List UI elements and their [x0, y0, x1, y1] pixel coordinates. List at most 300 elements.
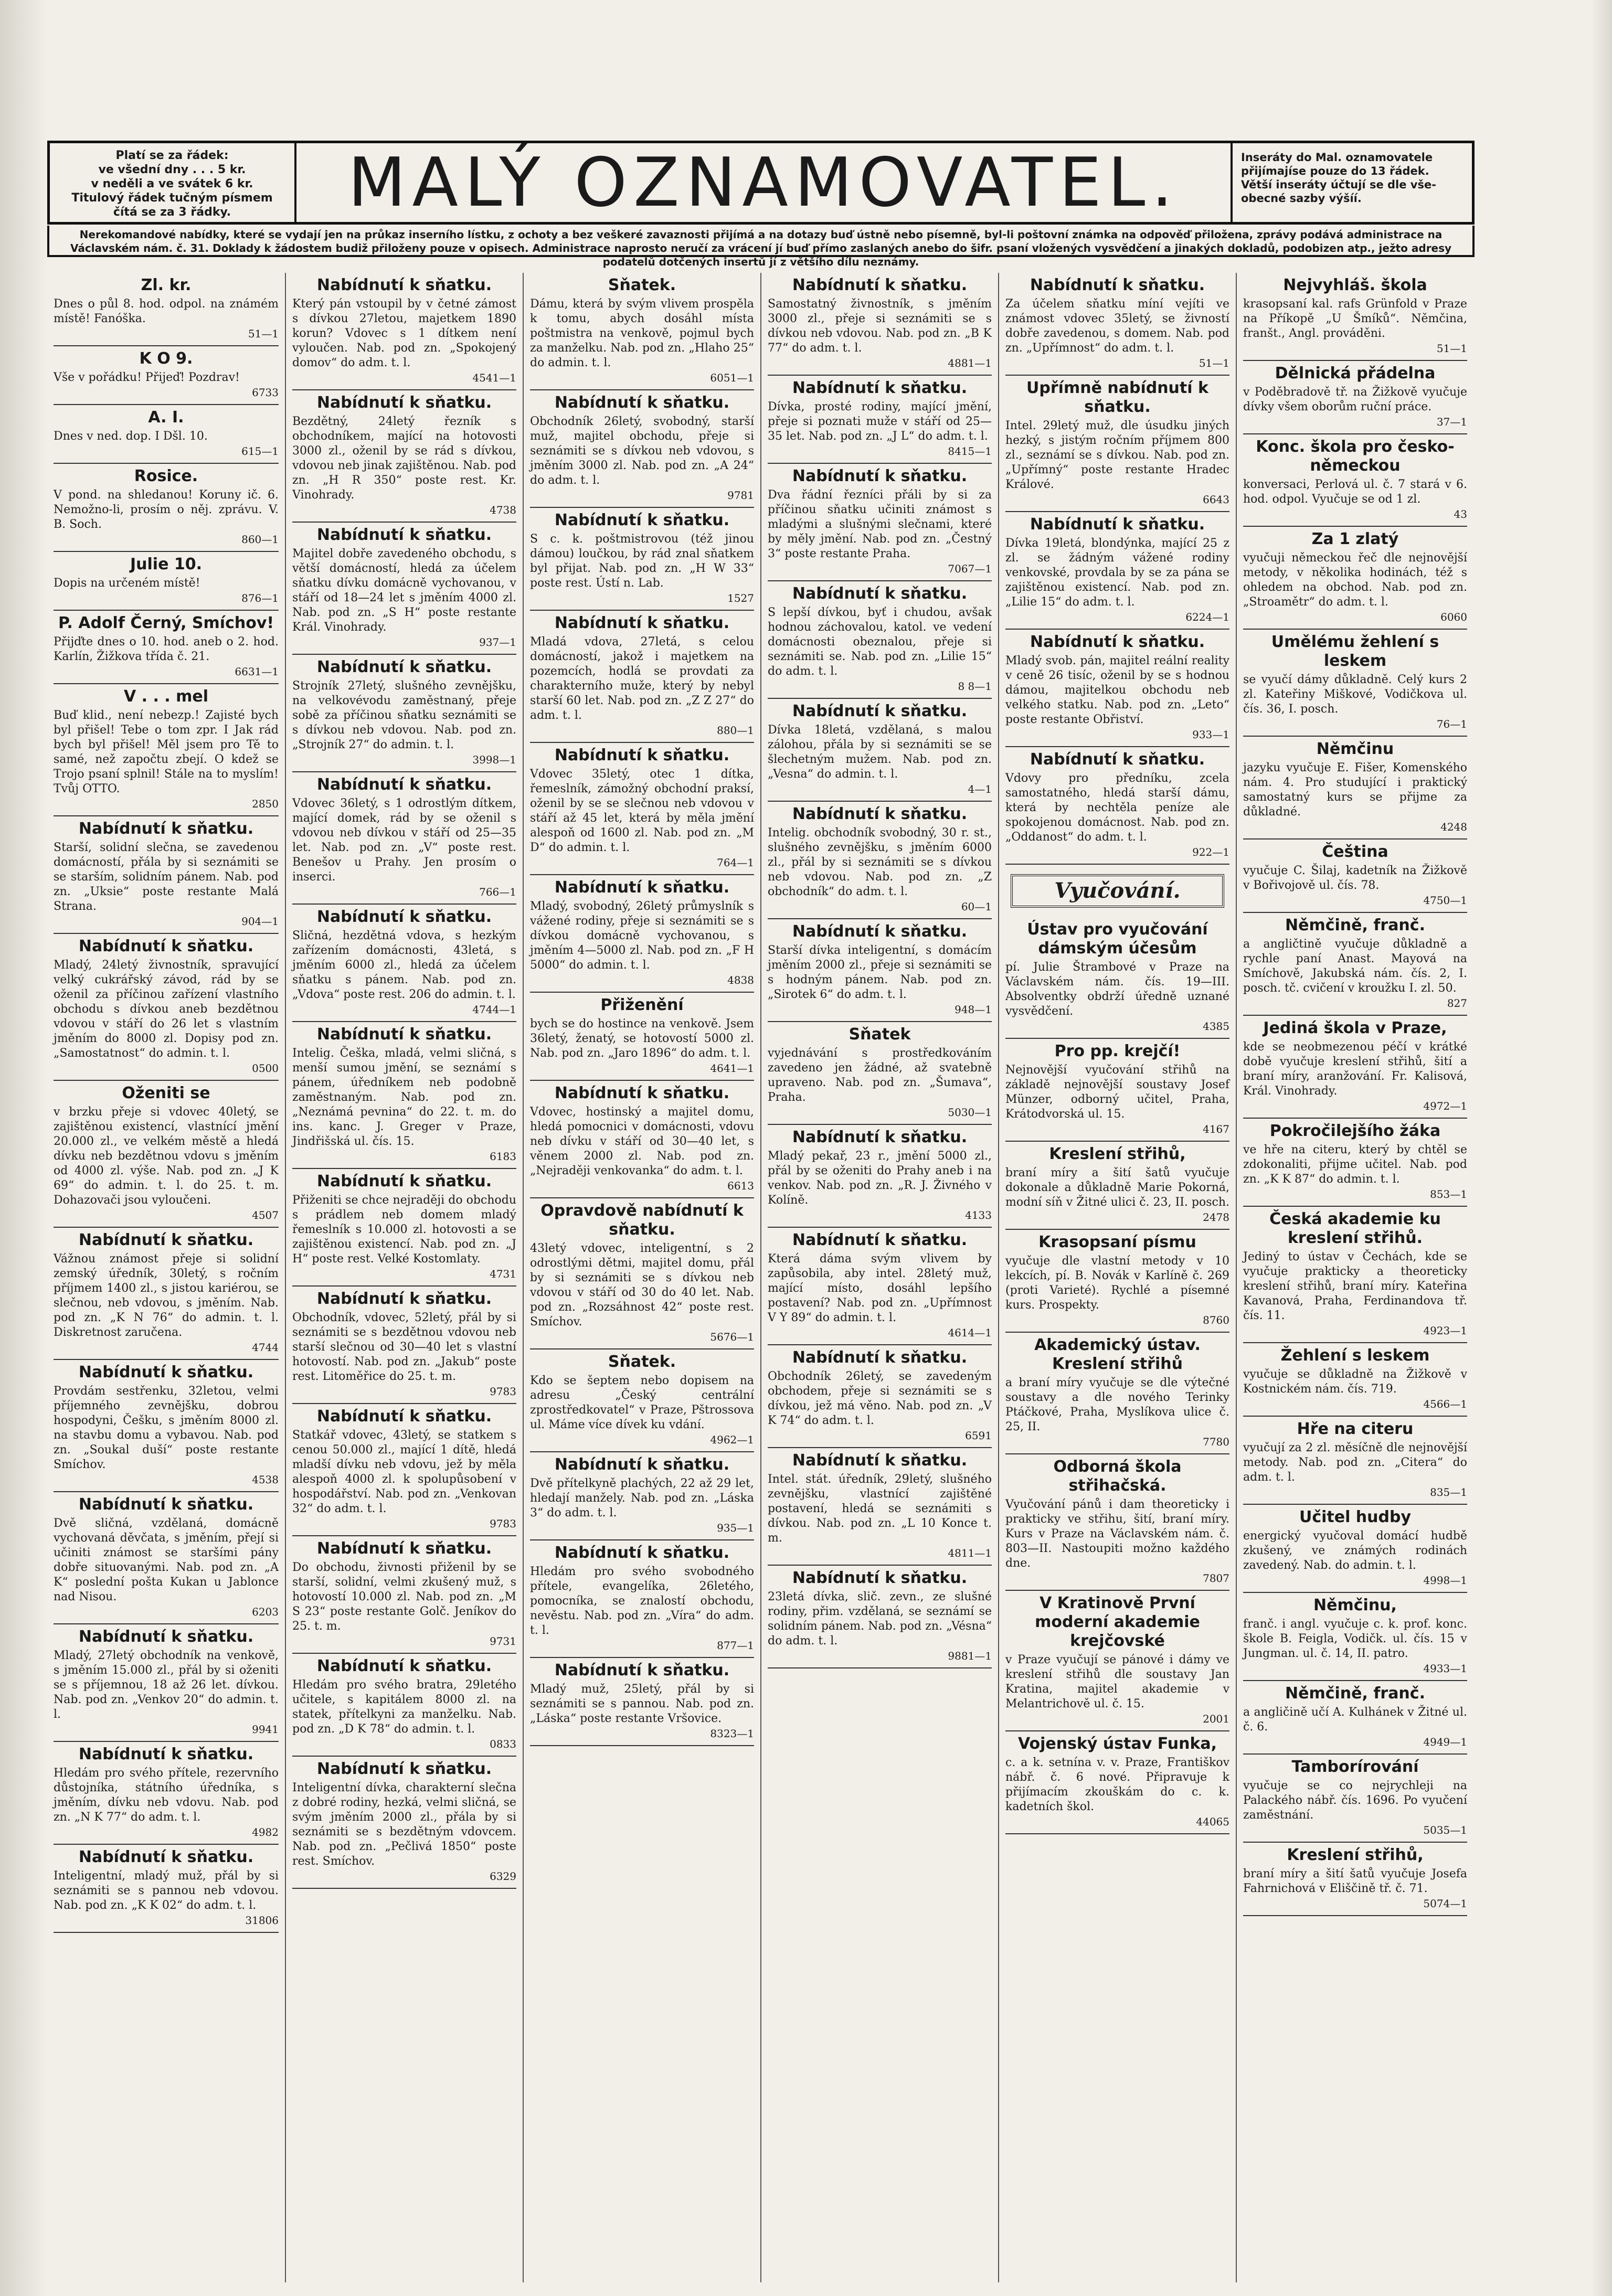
- ad-reference-number: 1527: [727, 592, 754, 604]
- ad-heading: Za 1 zlatý: [1311, 530, 1399, 548]
- ad-heading: Krasopsaní písmu: [1038, 1233, 1196, 1251]
- ad-text: braní míry a šití šatů vyučuje dokonale a důkladně Marie Pokorná, modní síň v Žitné ulici č. 23, II. posch.: [1005, 1166, 1229, 1209]
- ad-text: vyučuje C. Šilaj, kadetník na Žižkově v Bořivojově ul. čís. 78.: [1243, 864, 1467, 892]
- ad-heading: Nabídnutí k sňatku.: [792, 1128, 968, 1146]
- ad-reference-number: 4838: [727, 974, 754, 986]
- ad-heading: Čeština: [1322, 843, 1388, 861]
- classified-ad: [1243, 434, 1467, 527]
- ad-text: Dvě sličná, vzdělaná, domácně vychovaná děvčata, s jměním, přejí si učiniti známost se staršími pány dobře situovanými. Nab. pod zn. „A K“ poslední pošta Kukan u Jablonce nad Nisou.: [54, 1517, 279, 1603]
- ad-heading: Tamborírování: [1291, 1758, 1419, 1776]
- ad-text: Vyučování pánů i dam theoreticky i prakticky ve střihu, šití, braní míry. Kurs v Praze na Václavském nám. č. 803—II. Nastoupiti možno každého dne.: [1005, 1498, 1229, 1570]
- ad-reference-number: 4998—1: [1423, 1574, 1467, 1587]
- classified-ad: [292, 655, 516, 772]
- ad-text: ve hře na citeru, který by chtěl se zdokonaliti, přijme učitel. Nab. pod zn. „K K 87“ do admin. t. l.: [1243, 1143, 1467, 1186]
- ad-reference-number: 4—1: [968, 783, 992, 795]
- ad-heading: Nabídnutí k sňatku.: [554, 511, 730, 529]
- ad-text: Obchodník, vdovec, 52letý, přál by si seznámiti se s bezdětnou vdovou neb starší slečnou od 30—40 let s vlastní hotovostí. Nab. pod zn. „Jakub“ poste rest. Litoměřice do 25. t. m.: [292, 1311, 516, 1383]
- ad-heading: Nabídnutí k sňatku.: [78, 937, 254, 955]
- ad-text: vyučuji německou řeč dle nejnovější metody, v několika hodinách, též s ohledem na obchod. Nab. pod zn. „Stroamětr“ do adm. t. l.: [1243, 551, 1467, 609]
- ad-heading: Nabídnutí k sňatku.: [316, 1657, 492, 1675]
- classified-ad: [54, 934, 279, 1081]
- classified-ad: [54, 552, 279, 611]
- ad-heading: Žehlení s leskem: [1280, 1346, 1430, 1365]
- classified-ad: [292, 1404, 516, 1536]
- classified-ad: [1005, 1230, 1229, 1333]
- ad-heading: Nabídnutí k sňatku.: [1030, 633, 1205, 651]
- classified-ad: [292, 772, 516, 905]
- ad-heading: Nabídnutí k sňatku.: [792, 1231, 968, 1249]
- ad-reference-number: 766—1: [479, 886, 516, 898]
- classified-ad: [1243, 1343, 1467, 1417]
- classified-ad: [54, 273, 279, 346]
- ad-text: vyučuje se co nejrychleji na Palackého nábř. čís. 1696. Po vyučení zaměstnání.: [1243, 1779, 1467, 1822]
- ad-heading: Julie 10.: [130, 555, 203, 573]
- ad-heading: Zl. kr.: [141, 276, 192, 294]
- ad-reference-number: 9881—1: [948, 1650, 992, 1662]
- ad-text: Intelig. obchodník svobodný, 30 r. st., slušného zevnějšku, s jměním 6000 zl., přál by si seznámiti se s dívkou neb vdovou. Nab. pod zn. „Z obchodník“ do adm. t. l.: [768, 826, 992, 898]
- classified-ad: [292, 1169, 516, 1287]
- ad-reference-number: 4248: [1440, 821, 1467, 833]
- rules-line: Větší inseráty účtují se dle vše-: [1241, 178, 1436, 191]
- classified-columns: [47, 273, 1475, 2282]
- ad-reference-number: 877—1: [717, 1639, 754, 1652]
- ad-heading: Sňatek.: [608, 276, 676, 294]
- ad-text: Přiženiti se chce nejraději do obchodu s prádlem neb domem mladý řemeslník s 10.000 zl. hotovosti a se zajištěnou existencí. Nab. pod zn. „J H“ poste rest. Velké Kostomlaty.: [292, 1194, 516, 1266]
- ad-text: vyučuje se důkladně na Žižkově v Kostnickém nám. čís. 719.: [1243, 1368, 1467, 1396]
- ad-heading: Nabídnutí k sňatku.: [554, 394, 730, 412]
- ad-text: Samostatný živnostník, s jměním 3000 zl., přeje si seznámiti se s dívkou neb vdovou. Nab. pod zn. „B K 77“ do adm. t. l.: [768, 297, 992, 355]
- classified-ad: [1005, 1142, 1229, 1230]
- classified-ad: [768, 802, 992, 919]
- column: [285, 273, 523, 2282]
- ad-reference-number: 4744: [252, 1341, 279, 1354]
- ad-text: vyjednávání s prostředkováním zavedeno jen žádné, až svatebně upraveno. Nab. pod zn. „Šumava“, Praha.: [768, 1047, 992, 1104]
- ad-text: Přijďte dnes o 10. hod. aneb o 2. hod. Karlín, Žižkova třída č. 21.: [54, 635, 279, 663]
- ad-text: v Praze vyučují se pánové i dámy ve kreslení střihů dle soustavy Jan Kratina, majitel akademie v Melantrichově ul. č. 15.: [1005, 1653, 1229, 1710]
- classified-ad: [1005, 1454, 1229, 1591]
- ad-text: Hledám pro svého svobodného přítele, evangelíka, 26letého, pomocníka, se znalostí obchodu, nevěstu. Nab. pod zn. „Víra“ do adm. t. l.: [530, 1565, 754, 1637]
- ad-reference-number: 615—1: [241, 445, 279, 458]
- ad-reference-number: 51—1: [1436, 342, 1467, 355]
- classified-ad: [768, 699, 992, 802]
- ad-heading: Nejvyhláš. škola: [1283, 276, 1427, 294]
- ad-heading: Němčině, franč.: [1285, 916, 1425, 934]
- ad-text: Mladý pekař, 23 r., jmění 5000 zl., přál by se oženiti do Prahy aneb i na venkov. Nab. pod zn. „R. J. Živného v Kolíně.: [768, 1150, 992, 1207]
- ad-heading: Nabídnutí k sňatku.: [78, 1745, 254, 1763]
- ad-heading: Přiženění: [600, 996, 684, 1014]
- ad-heading: Nabídnutí k sňatku.: [316, 1407, 492, 1426]
- page-binding-edge: [0, 0, 47, 2296]
- classified-ad: [54, 464, 279, 552]
- ad-text: Inteligentní, mladý muž, přál by si seznámiti se s pannou neb vdovou. Nab. pod zn. „K K 02“ do adm. t. l.: [54, 1869, 279, 1912]
- ad-reference-number: 4133: [965, 1209, 992, 1221]
- ad-text: Dopis na určeném místě!: [54, 577, 200, 590]
- ad-text: Bezdětný, 24letý řezník s obchodníkem, mající na hotovosti 3000 zl., oženil by se rád s dívkou, vdovou neb jinak zajištěnou. Nab. pod zn. „H R 350“ poste rest. Kr. Vinohrady.: [292, 415, 516, 502]
- ad-reference-number: 4541—1: [472, 371, 516, 384]
- rules-line: Inseráty do Mal. oznamovatele: [1241, 151, 1433, 164]
- ad-reference-number: 8415—1: [948, 445, 992, 458]
- ad-text: Která dáma svým vlivem by zapůsobila, aby intel. 28letý muž, mající místo, dosáhl lepšího postavení? Nab. pod zn. „Upřímnost V Y 89“ do admin. t. l.: [768, 1252, 992, 1324]
- ad-text: Nejnovější vyučování střihů na základě nejnovější soustavy Josef Münzer, odborný učitel, Praha, Krátodvorská ul. 15.: [1005, 1064, 1229, 1121]
- ad-heading: Nabídnutí k sňatku.: [1030, 515, 1205, 534]
- classified-ad: [292, 1022, 516, 1169]
- ad-heading: Učitel hudby: [1299, 1508, 1412, 1526]
- pricing-line: Platí se za řádek:: [115, 149, 229, 162]
- column: [1236, 273, 1473, 2282]
- ad-heading: Nabídnutí k sňatku.: [78, 1495, 254, 1514]
- ad-heading: Nabídnutí k sňatku.: [554, 1544, 730, 1562]
- ad-heading: Nabídnutí k sňatku.: [78, 1628, 254, 1646]
- pricing-line: v neděli a ve svátek 6 kr.: [91, 177, 253, 190]
- ad-reference-number: 4167: [1203, 1123, 1229, 1135]
- classified-ad: [1005, 1333, 1229, 1454]
- classified-ad: [292, 905, 516, 1022]
- ad-text: Dnes o půl 8. hod. odpol. na známém místě! Fanóška.: [54, 297, 279, 325]
- ad-reference-number: 4731: [490, 1268, 516, 1280]
- ad-text: Inteligentní dívka, charakterní slečna z dobré rodiny, hezká, velmi sličná, se svým jměním 2000 zl., přála by si seznámiti se s bezdětným vdovcem. Nab. pod zn. „Pečlivá 1850“ poste rest. Smíchov.: [292, 1781, 516, 1868]
- ad-text: S lepší dívkou, byť i chudou, avšak hodnou záchovalou, katol. ve vedení domácnosti obeznalou, přeje si seznámiti se. Nab. pod zn. „Lilie 15“ do adm. t. l.: [768, 606, 992, 678]
- ad-text: Za účelem sňatku míní vejíti ve známost vdovec 35letý, se živností dobře zavedenou, s domem. Nab. pod zn. „Upřímnost“ do adm. t. l.: [1005, 297, 1229, 355]
- classified-ad: [1243, 1016, 1467, 1119]
- ad-text: krasopsaní kal. rafs Grünfold v Praze na Příkopě „U Šmíků“. Němčina, franšt., Angl. prováděni.: [1243, 297, 1467, 340]
- ad-text: Vše v pořádku! Přijeď! Pozdrav!: [54, 371, 240, 384]
- ad-text: Vdovec 35letý, otec 1 dítka, řemeslník, zámožný obchodní praksí, oženil by se se slečnou neb vdovou v stáří až 45 let, která by měla jmění alespoň od 1600 zl. Nab. pod zn. „M D“ do admin. t. l.: [530, 768, 754, 854]
- ad-text: Dámu, která by svým vlivem prospěla k tomu, abych dosáhl místa poštmistra na venkově, pojmul bych za manželku. Nab. pod zn. „Hlaho 25“ do admin. t. l.: [530, 297, 754, 369]
- ad-heading: V . . . mel: [123, 687, 209, 706]
- ad-reference-number: 51—1: [1199, 357, 1229, 369]
- ad-text: v brzku přeje si vdovec 40letý, se zajištěnou existencí, vlastnící jmění 20.000 zl., ve velkém městě a hledá dívku neb bezdětnou vdovu s jměním od 4000 zl. výše. Nab. pod zn. „J K 69“ do admin. t. l. do 25. t. m. Dohazovači jsou vyloučeni.: [54, 1106, 279, 1207]
- column: [760, 273, 998, 2282]
- ad-heading: Nabídnutí k sňatku.: [554, 614, 730, 632]
- ad-heading: V Kratinově První moderní akademie krejčovské: [1035, 1594, 1200, 1650]
- ad-reference-number: 948—1: [955, 1003, 992, 1016]
- ad-heading: Nabídnutí k sňatku.: [1030, 276, 1205, 294]
- classified-ad: [54, 1845, 279, 1933]
- ad-text: Obchodník 26letý, se zavedeným obchodem, přeje si seznámiti se s dívkou, jež má věno. Nab. pod zn. „V K 74“ do adm. t. l.: [768, 1370, 992, 1427]
- ad-heading: Rosice.: [134, 467, 198, 485]
- ad-reference-number: 76—1: [1436, 718, 1467, 730]
- ad-text: vyučuje dle vlastní metody v 10 lekcích, pí. B. Novák v Karlíně č. 269 (proti Varieté). Rychlé a písemné kurs. Prospekty.: [1005, 1255, 1229, 1312]
- ad-reference-number: 860—1: [241, 533, 279, 546]
- ad-text: Jediný to ústav v Čechách, kde se vyučuje prakticky a theoreticky kreslení střihů, braní míry. Kateřina Kavanová, Praha, Ferdinandova tř. čís. 11.: [1243, 1250, 1467, 1322]
- ad-heading: Konc. škola pro česko-německou: [1256, 438, 1455, 475]
- ad-text: franč. i angl. vyučuje c. k. prof. konc. škole B. Feigla, Vodičk. ul. čís. 15 v Jungman. ul. č. 14, II. patro.: [1243, 1618, 1467, 1660]
- ad-heading: Nabídnutí k sňatku.: [316, 1760, 492, 1778]
- ad-text: Starší, solidní slečna, se zavedenou domácností, přála by si seznámiti se se starším, solidním pánem. Nab. pod zn. „Uksie“ poste restante Malá Strana.: [54, 841, 279, 913]
- classified-ad: [1243, 1843, 1467, 1916]
- ad-text: Do obchodu, živnosti přiženil by se starší, solidní, velmi zkušený muž, s hotovostí 10.000 zl. Nab. pod zn. „M S 23“ poste restante Golč. Jeníkov do 25. t. m.: [292, 1561, 516, 1633]
- classified-ad: [54, 1360, 279, 1492]
- ad-heading: Opravdově nabídnutí k sňatku.: [540, 1202, 744, 1239]
- classified-ad: [292, 1536, 516, 1654]
- ad-heading: Nabídnutí k sňatku.: [792, 1348, 968, 1367]
- ad-text: Dvě přítelkyně plachých, 22 až 29 let, hledají manžely. Nab. pod zn. „Láska 3“ do adm. t. l.: [530, 1477, 754, 1519]
- classified-ad: [768, 581, 992, 699]
- ad-heading: Nabídnutí k sňatku.: [792, 702, 968, 720]
- classified-ad: [292, 390, 516, 523]
- ad-reference-number: 880—1: [717, 724, 754, 737]
- classified-ad: [292, 1757, 516, 1889]
- ad-text: c. a k. setnína v. v. Praze, Františkov nábř. č. 6 nové. Připravuje k přijímacím zkouškám do c. k. kadetních škol.: [1005, 1756, 1229, 1813]
- column: [998, 273, 1236, 2282]
- classified-ad: [54, 1228, 279, 1360]
- ad-text: bych se do hostince na venkově. Jsem 36letý, ženatý, se hotovostí 5000 zl. Nab. pod zn. „Jaro 1896“ do adm. t. l.: [530, 1017, 754, 1060]
- ad-reference-number: 2850: [252, 798, 279, 810]
- classified-ad: [768, 1566, 992, 1668]
- ad-reference-number: 2001: [1203, 1713, 1229, 1725]
- ad-heading: Hře na citeru: [1297, 1420, 1414, 1438]
- ad-text: Intel. 29letý muž, dle úsudku jiných hezký, s jistým ročním příjmem 800 zl., seznámí se s dívkou. Nab. pod zn. „Upřímný“ poste restante Hradec Králové.: [1005, 419, 1229, 491]
- ad-reference-number: 6329: [490, 1870, 516, 1883]
- ad-text: konversaci, Perlová ul. č. 7 stará v 6. hod. odpol. Vyučuje se od 1 zl.: [1243, 478, 1467, 506]
- ad-text: Dívka 18letá, vzdělaná, s malou zálohou, přála by si seznámiti se se šlechetným mužem. Nab. pod zn. „Vesna“ do admin. t. l.: [768, 724, 992, 781]
- ad-heading: Sňatek.: [608, 1353, 676, 1371]
- ad-heading: A. I.: [148, 408, 184, 427]
- ad-text: Obchodník 26letý, svobodný, starší muž, majitel obchodu, přeje si seznámiti se s dívkou neb vdovou, s jměním 3000 zl. Nab. pod zn. „A 24“ do adm. t. l.: [530, 415, 754, 487]
- classified-ad: [1005, 917, 1229, 1039]
- ad-text: Vdovec, hostinský a majitel domu, hledá pomocnici v domácnosti, vdovu neb dívku v stáří od 30—40 let, s věnem 2000 zl. Nab. pod zn. „Nejraději venkovanka“ do adm. t. l.: [530, 1106, 754, 1177]
- ad-text: Mladý, 24letý živnostník, spravující velký cukrářský závod, rád by se oženil za příčinou zařízení vlastního obchodu s dívkou aneb bezdětnou vdovou v stáří do 26 let s vlastním jměním do 8000 zl. Dopisy pod zn. „Samostatnost“ do admin. t. l.: [54, 959, 279, 1060]
- ad-reference-number: 4972—1: [1423, 1100, 1467, 1112]
- ad-reference-number: 827: [1447, 997, 1467, 1009]
- classified-ad: [768, 1228, 992, 1345]
- ad-reference-number: 4933—1: [1423, 1662, 1467, 1675]
- ad-reference-number: 2478: [1203, 1211, 1229, 1224]
- ad-reference-number: 6733: [252, 386, 279, 399]
- ad-reference-number: 4538: [252, 1473, 279, 1486]
- ad-reference-number: 4566—1: [1423, 1398, 1467, 1410]
- classified-ad: [768, 1345, 992, 1448]
- ad-text: energický vyučoval domácí hudbě zkušený, ve známých rodinách zavedený. Nab. do admin. t. l.: [1243, 1529, 1467, 1572]
- ad-text: v Poděbradově tř. na Žižkově vyučuje dívky všem oborům ruční práce.: [1243, 386, 1467, 413]
- ad-reference-number: 764—1: [717, 856, 754, 869]
- ad-text: Kdo se šeptem nebo dopisem na adresu „Český centrální zprostředkovatel“ v Praze, Pštrossova ul. Máme více dívek ku vdání.: [530, 1374, 754, 1431]
- ad-heading: Kreslení střihů,: [1287, 1846, 1424, 1864]
- ad-heading: Nabídnutí k sňatku.: [316, 526, 492, 544]
- ad-reference-number: 4738: [490, 504, 516, 516]
- classified-ad: [54, 816, 279, 934]
- classified-ad: [1243, 839, 1467, 913]
- ad-heading: Pro pp. krejčí!: [1054, 1042, 1181, 1060]
- ad-heading: Ústav pro vyučování dámským účesům: [1027, 920, 1208, 958]
- ad-heading: Nabídnutí k sňatku.: [316, 1025, 492, 1044]
- ad-reference-number: 4962—1: [710, 1433, 754, 1446]
- ad-heading: Nabídnutí k sňatku.: [316, 394, 492, 412]
- classified-ad: [1243, 1755, 1467, 1843]
- section-heading-box: Vyučování.: [1011, 874, 1224, 908]
- classified-ad: [1243, 1207, 1467, 1343]
- ad-reference-number: 8760: [1203, 1314, 1229, 1326]
- ad-reference-number: 6203: [252, 1606, 279, 1618]
- ad-heading: P. Adolf Černý, Smíchov!: [58, 614, 274, 632]
- classified-ad: [1243, 737, 1467, 839]
- classified-ad: [1243, 1681, 1467, 1755]
- ad-reference-number: 6591: [965, 1429, 992, 1442]
- ad-reference-number: 37—1: [1436, 416, 1467, 428]
- ad-text: jazyku vyučuje E. Fišer, Komenského nám. 4. Pro studující i praktický samostatný kurs se přijme za důkladné.: [1243, 761, 1467, 819]
- ad-reference-number: 853—1: [1430, 1188, 1467, 1200]
- ad-reference-number: 922—1: [1192, 846, 1229, 858]
- ad-heading: Nabídnutí k sňatku.: [78, 1363, 254, 1381]
- pricing-line: čítá se za 3 řádky.: [113, 206, 231, 219]
- ad-heading: Pokročilejšího žáka: [1269, 1122, 1441, 1140]
- ad-text: Mladý, svobodný, 26letý průmyslník s vážené rodiny, přeje si seznámiti se s dívkou domácně vychovanou, s jměním 4—5000 zl. Nab. pod zn. „F H 5000“ do admin. t. l.: [530, 900, 754, 972]
- classified-ad: [768, 1125, 992, 1228]
- classified-ad: [292, 273, 516, 390]
- ad-reference-number: 0500: [252, 1062, 279, 1075]
- ad-reference-number: 5035—1: [1423, 1824, 1467, 1836]
- classified-ad: [530, 875, 754, 993]
- ad-reference-number: 5030—1: [948, 1106, 992, 1119]
- classified-ad: [54, 405, 279, 464]
- classified-ad: [768, 1022, 992, 1125]
- classified-ad: [292, 523, 516, 655]
- ad-text: Buď klid., není nebezp.! Zajisté bych byl přišel! Tebe o tom zpr. I Jak rád bych byl přišel! Měl jsem pro Tě to samé, než započtu zbejí. O kdež se Trojo psaní splnil! Stále na to myslím! Tvůj OTTO.: [54, 709, 279, 795]
- classified-ad: [768, 376, 992, 464]
- classified-ad: [530, 508, 754, 611]
- ad-text: Vážnou známost přeje si solidní zemský úředník, 30letý, s ročním příjmem 1400 zl., s jistou kariérou, se slečnou, neb vdovou, s jměním. Nab. pod zn. „K N 76“ do admin. t. l. Diskretnost zaručena.: [54, 1252, 279, 1339]
- classified-ad: [54, 611, 279, 684]
- ad-heading: Nabídnutí k sňatku.: [78, 820, 254, 838]
- ad-text: Vdovec 36letý, s 1 odrostlým dítkem, mající domek, rád by se oženil s vdovou neb dívkou v stáří od 25—35 let. Nab. pod zn. „V“ poste rest. Benešov u Prahy. Jen prosím o inserci.: [292, 797, 516, 884]
- ad-text: a braní míry vyučuje se dle výtečné soustavy a dle nového Terinky Ptáčkové, Praha, Myslíkova ulice č. 25, II.: [1005, 1376, 1229, 1433]
- ad-reference-number: 4614—1: [948, 1326, 992, 1339]
- ad-reference-number: 60—1: [961, 900, 992, 913]
- classified-ad: [1243, 913, 1467, 1016]
- ad-text: kde se neobmezenou péčí v krátké době vyučuje kreslení střihů, šití a braní míry, aranžování. Fr. Kalisová, Král. Vinohrady.: [1243, 1040, 1467, 1098]
- ad-reference-number: 3998—1: [472, 753, 516, 766]
- ad-reference-number: 51—1: [248, 327, 279, 340]
- pricing-line: ve všední dny . . . 5 kr.: [98, 163, 246, 176]
- classified-ad: [530, 1349, 754, 1452]
- pricing-line: Titulový řádek tučným písmem: [71, 192, 273, 205]
- ad-text: S c. k. poštmistrovou (též jinou dámou) loučkou, by rád znal sňatkem byl přijat. Nab. pod zn. „H W 33“ poste rest. Ústí n. Lab.: [530, 533, 754, 590]
- ad-heading: Nabídnutí k sňatku.: [554, 746, 730, 764]
- ad-reference-number: 6613: [727, 1179, 754, 1192]
- ad-text: Statkář vdovec, 43letý, se statkem s cenou 50.000 zl., mající 1 dítě, hledá mladší dívku neb vdovu, jež by měla alespoň 4000 zl. k spolupůsobení v hospodářství. Nab. pod zn. „Venkovan 32“ do adm. t. l.: [292, 1429, 516, 1515]
- ad-text: V pond. na shledanou! Koruny ič. 6. Nemožno-li, prosím o něj. zprávu. V. B. Soch.: [54, 488, 279, 531]
- classified-ad: [1243, 1417, 1467, 1505]
- ad-text: Dívka, prosté rodiny, mající jmění, přeje si poznati muže v stáří od 25—35 let. Nab. pod zn. „J L“ do adm. t. l.: [768, 400, 992, 443]
- ad-text: Hledám pro svého přítele, rezervního důstojníka, státního úředníka, s jměním, dívku neb vdovu. Nab. pod zn. „N K 77“ do adm. t. l.: [54, 1767, 279, 1824]
- classified-ad: [1243, 361, 1467, 434]
- rules-line: obecné sazby výšíí.: [1241, 192, 1362, 205]
- ad-text: Který pán vstoupil by v četné zámost s dívkou 27letou, majetkem 1890 korun? Vdovec s 1 dítkem není vyloučen. Nab. pod zn. „Spokojený domov“ do adm. t. l.: [292, 297, 516, 369]
- ad-reference-number: 9783: [490, 1517, 516, 1530]
- ad-heading: Nabídnutí k sňatku.: [792, 584, 968, 603]
- ad-reference-number: 4881—1: [948, 357, 992, 369]
- ad-heading: Nabídnutí k sňatku.: [792, 1569, 968, 1587]
- ad-reference-number: 5676—1: [710, 1331, 754, 1343]
- ad-heading: Nabídnutí k sňatku.: [554, 1661, 730, 1680]
- ad-text: a angličtině vyučuje důkladně a rychle paní Anast. Mayová na Smíchově, Jakubská nám. čís. 2, I. posch. tč. cvičení v kroužku I. zl. 50.: [1243, 938, 1467, 995]
- ad-text: Vdovy pro předníku, zcela samostatného, hledá starší dámu, která by nechtěla peníze ale spokojenou domácnost. Nab. pod zn. „Oddanost“ do adm. t. l.: [1005, 772, 1229, 844]
- ad-text: Majitel dobře zavedeného obchodu, s větší domácností, hledá za účelem sňatku dívku domácně vychovanou, v stáří od 18—24 let s jměním 4000 zl. Nab. pod zn. „S H“ poste restante Král. Vinohrady.: [292, 547, 516, 634]
- ad-heading: Němčinu: [1316, 740, 1394, 758]
- ad-text: Sličná, hezdětná vdova, s hezkým zařízením domácnosti, 43letá, s jměním 6000 zl., hledá za účelem sňatku s pánem. Nab. pod zn. „Vdova“ poste rest. 206 do admin. t. l.: [292, 929, 516, 1001]
- ad-heading: Dělnická přádelna: [1275, 364, 1436, 382]
- ad-heading: Nabídnutí k sňatku.: [792, 276, 968, 294]
- ad-heading: Nabídnutí k sňatku.: [792, 805, 968, 823]
- ad-text: braní míry a šití šatů vyučuje Josefa Fahrnichová v Eliščině tř. č. 71.: [1243, 1867, 1467, 1895]
- rules-line: přijímajíse pouze do 13 řádek.: [1241, 165, 1429, 177]
- ad-heading: Nabídnutí k sňatku.: [316, 276, 492, 294]
- ad-heading: Němčině, franč.: [1285, 1684, 1425, 1703]
- masthead: [47, 141, 1475, 225]
- ad-heading: Upřímně nabídnutí k sňatku.: [1026, 379, 1208, 416]
- ad-text: Dívka 19letá, blondýnka, mající 25 z zl. se žádným vážené rodiny venkovské, provdala by se za pána se zajištěnou existencí. Nab. pod zn. „Lilie 15“ do adm. t. l.: [1005, 537, 1229, 609]
- ad-reference-number: 4744—1: [472, 1003, 516, 1016]
- ad-reference-number: 8323—1: [710, 1727, 754, 1740]
- ad-heading: Sňatek: [849, 1025, 911, 1044]
- ad-heading: Nabídnutí k sňatku.: [554, 1084, 730, 1102]
- ad-reference-number: 0833: [490, 1738, 516, 1750]
- classified-ad: [1243, 273, 1467, 361]
- classified-ad: [530, 743, 754, 875]
- ad-reference-number: 4949—1: [1423, 1736, 1467, 1748]
- ad-reference-number: 9731: [490, 1635, 516, 1647]
- ad-text: Mladá vdova, 27letá, s celou domácností, jakož i majetkem na pozemcích, hodlá se provdati za charakterního muže, který by nebyl starší 60 let. Nab. pod zn. „Z Z 27“ do adm. t. l.: [530, 635, 754, 722]
- ad-heading: Nabídnutí k sňatku.: [316, 775, 492, 794]
- ad-heading: Nabídnutí k sňatku.: [316, 908, 492, 926]
- ad-reference-number: 4923—1: [1423, 1324, 1467, 1337]
- classified-ad: [1005, 747, 1229, 865]
- page-right-edge: [1591, 0, 1612, 2296]
- ad-heading: Nabídnutí k sňatku.: [1030, 750, 1205, 769]
- ad-heading: Nabídnutí k sňatku.: [78, 1231, 254, 1249]
- ad-reference-number: 4641—1: [710, 1062, 754, 1075]
- classified-ad: [768, 919, 992, 1022]
- ad-reference-number: 7807: [1203, 1572, 1229, 1585]
- ad-reference-number: 5074—1: [1423, 1897, 1467, 1910]
- classified-ad: [54, 1492, 279, 1624]
- ad-heading: Umělému žehlení s leskem: [1271, 633, 1439, 670]
- ad-reference-number: 9781: [727, 489, 754, 502]
- ad-heading: Nabídnutí k sňatku.: [554, 1455, 730, 1474]
- classified-ad: [1243, 1119, 1467, 1207]
- classified-ad: [768, 273, 992, 376]
- ad-reference-number: 44065: [1196, 1815, 1229, 1828]
- ad-text: Mladý, 27letý obchodník na venkově, s jměním 15.000 zl., přál by si oženiti se s příjemnou, 18 až 26 let. dívkou. Nab. pod zn. „Venkov 20“ do admin. t. l.: [54, 1649, 279, 1721]
- ad-text: Intelig. Češka, mladá, velmi sličná, s menší sumou jmění, se seznámí s pánem, úředníkem neb podobně zaměstnaným. Nab. pod zn. „Neznámá pevnina“ do 22. t. m. do ins. kanc. J. Greger v Praze, Jindřišská ul. čís. 15.: [292, 1047, 516, 1148]
- ad-text: Intel. stát. úředník, 29letý, slušného zevnějšku, vlastnící zajištěné postavení, hledá se seznámiti s dívkou. Nab. pod zn. „L 10 Konce t. m.: [768, 1473, 992, 1545]
- ad-reference-number: 6631—1: [235, 665, 279, 678]
- ad-text: Dnes v ned. dop. I Dšl. 10.: [54, 430, 208, 443]
- column: [523, 273, 760, 2282]
- ad-heading: Nabídnutí k sňatku.: [792, 379, 968, 397]
- ad-reference-number: 6183: [490, 1150, 516, 1163]
- ad-text: Mladý svob. pán, majitel reální reality v ceně 26 tisíc, oženil by se s hodnou dámou, majitelkou obchodu neb velkého statku. Nab. pod zn. „Leto“ poste restante Obřiství.: [1005, 654, 1229, 726]
- ad-reference-number: 935—1: [717, 1522, 754, 1534]
- classified-ad: [1243, 527, 1467, 630]
- classified-ad: [1005, 376, 1229, 512]
- section-title: MALÝ OZNAMOVATEL.: [348, 143, 1179, 222]
- classified-ad: [530, 390, 754, 508]
- ad-heading: Nabídnutí k sňatku.: [554, 878, 730, 897]
- classified-ad: [768, 1448, 992, 1566]
- classified-ad: [1005, 512, 1229, 630]
- ad-heading: Nabídnutí k sňatku.: [316, 1290, 492, 1308]
- ad-heading: Nabídnutí k sňatku.: [316, 1539, 492, 1558]
- ad-heading: Jediná škola v Praze,: [1263, 1019, 1447, 1037]
- ad-reference-number: 6224—1: [1185, 611, 1229, 623]
- ad-reference-number: 4811—1: [948, 1547, 992, 1559]
- ad-heading: K O 9.: [139, 349, 193, 368]
- ad-text: se vyučí dámy důkladně. Celý kurs 2 zl. Kateřiny Miškové, Vodičkova ul. čís. 36, I. posch.: [1243, 673, 1467, 716]
- ad-text: Strojník 27letý, slušného zevnějšku, na velkovévodu zaměstnaný, přeje sobě za příčinou sňatku seznámiti se s dívkou neb vdovou. Nab. pod zn. „Strojník 27“ do admin. t. l.: [292, 679, 516, 751]
- classified-ad: [1243, 1505, 1467, 1593]
- ad-reference-number: 4750—1: [1423, 894, 1467, 907]
